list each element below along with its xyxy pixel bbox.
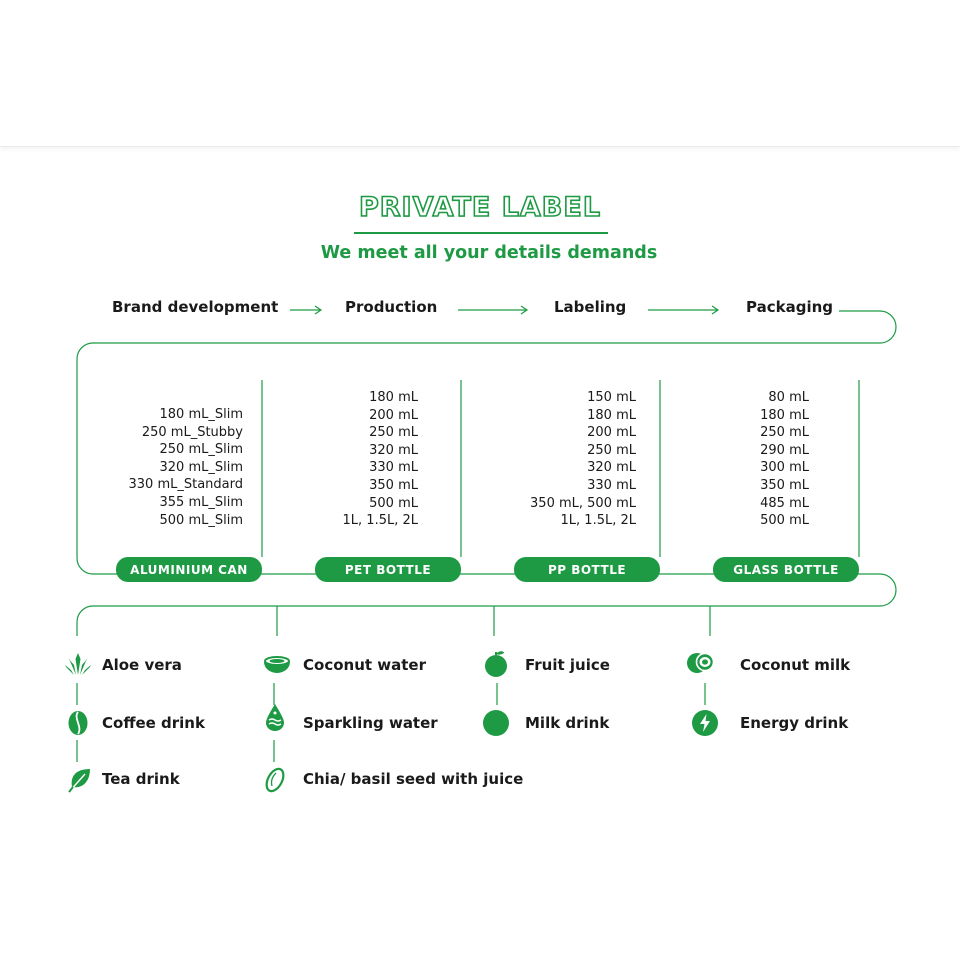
- aloe-vera-icon: [64, 651, 92, 679]
- size-item: 350 mL, 500 mL: [530, 495, 636, 511]
- pet-bottle-sizes: [343, 389, 418, 530]
- product-energy-drink: Energy drink: [740, 714, 849, 732]
- page-subtitle: We meet all your details demands: [320, 243, 658, 263]
- page-title: PRIVATE LABEL: [358, 192, 602, 223]
- size-item: 200 mL: [587, 425, 636, 441]
- size-item: 330 mL: [587, 477, 636, 493]
- fruit-icon: [482, 650, 510, 678]
- size-item: 500 mL: [369, 495, 418, 511]
- step-production: Production: [345, 298, 438, 316]
- size-item: 350 mL: [760, 477, 809, 493]
- size-item: 320 mL_Slim: [159, 459, 243, 475]
- aluminium-can-sizes: [129, 406, 244, 529]
- pp-bottle-badge: PP BOTTLE: [514, 557, 660, 582]
- glass-bottle-sizes: [760, 389, 809, 530]
- coffee-bean-icon: [64, 709, 92, 737]
- step-labeling: Labeling: [554, 298, 627, 316]
- size-item: 180 mL: [760, 407, 809, 423]
- product-sparkling-water: Sparkling water: [303, 714, 438, 732]
- size-item: 485 mL: [760, 495, 809, 511]
- size-item: 320 mL: [369, 442, 418, 458]
- tea-leaf-icon: [66, 766, 94, 794]
- step-brand-development: Brand development: [112, 298, 279, 316]
- size-item: 250 mL_Slim: [159, 442, 243, 458]
- size-item: 150 mL: [587, 390, 636, 405]
- size-item: 180 mL: [587, 407, 636, 423]
- size-item: 80 mL: [768, 390, 809, 405]
- milk-drop-icon: [482, 709, 510, 737]
- coconut-half-icon: [263, 651, 291, 679]
- size-item: 300 mL: [760, 460, 809, 476]
- size-item: 250 mL: [369, 425, 418, 441]
- size-item: 1L, 1.5L, 2L: [342, 513, 418, 529]
- size-item: 290 mL: [760, 442, 809, 458]
- product-tea-drink: Tea drink: [102, 770, 180, 788]
- size-item: 250 mL: [760, 425, 809, 441]
- size-item: 500 mL: [760, 513, 809, 529]
- lightning-icon: [691, 709, 719, 737]
- product-chia-basil-seed: Chia/ basil seed with juice: [303, 770, 524, 788]
- size-item: 350 mL: [369, 477, 418, 493]
- size-item: 355 mL_Slim: [159, 494, 243, 510]
- pp-bottle-sizes: [530, 389, 636, 530]
- size-item: 180 mL_Slim: [159, 407, 243, 422]
- size-item: 330 mL: [369, 460, 418, 476]
- size-item: 500 mL_Slim: [159, 512, 243, 528]
- size-item: 200 mL: [369, 407, 418, 423]
- pet-bottle-badge: PET BOTTLE: [315, 557, 461, 582]
- product-coffee-drink: Coffee drink: [102, 714, 205, 732]
- product-aloe-vera: Aloe vera: [102, 656, 182, 674]
- product-coconut-water: Coconut water: [303, 656, 426, 674]
- product-milk-drink: Milk drink: [525, 714, 610, 732]
- product-coconut-milk: Coconut milk: [740, 656, 851, 674]
- seed-icon: [261, 766, 289, 794]
- size-item: 180 mL: [369, 390, 418, 405]
- water-drop-icon: [261, 703, 289, 731]
- product-fruit-juice: Fruit juice: [525, 656, 610, 674]
- size-item: 320 mL: [587, 460, 636, 476]
- glass-bottle-badge: GLASS BOTTLE: [713, 557, 859, 582]
- aluminium-can-badge: ALUMINIUM CAN: [116, 557, 262, 582]
- size-item: 250 mL: [587, 442, 636, 458]
- size-item: 1L, 1.5L, 2L: [560, 513, 636, 529]
- size-item: 330 mL_Standard: [128, 477, 243, 493]
- size-item: 250 mL_Stubby: [141, 424, 243, 440]
- coconut-icon: [686, 649, 714, 677]
- step-packaging: Packaging: [746, 298, 833, 316]
